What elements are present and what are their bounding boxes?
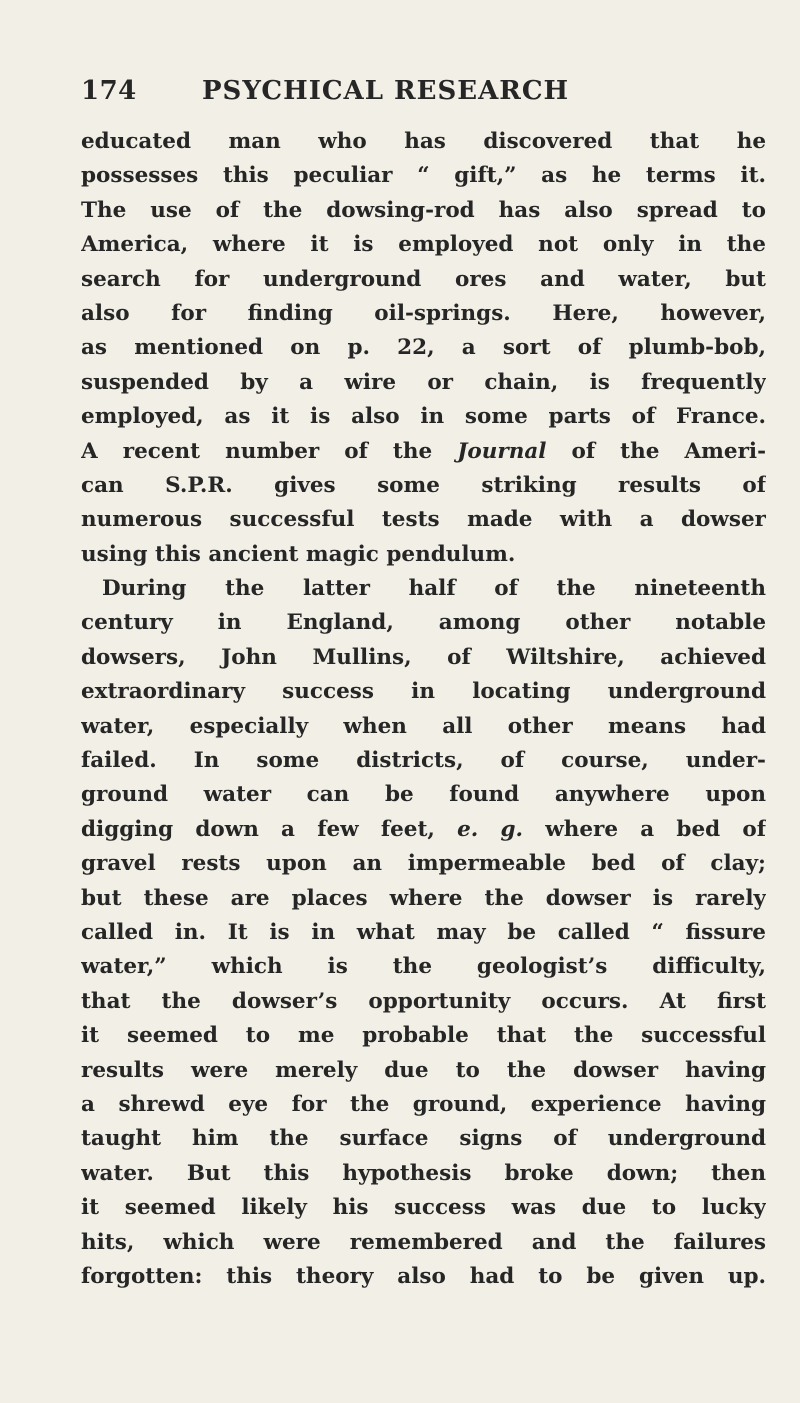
text-line: it seemed to me probable that the successful bbox=[81, 1023, 766, 1049]
text-line: can S.P.R. gives some striking results of bbox=[81, 472, 766, 498]
text-line: possesses this peculiar “ gift,” as he terms it. bbox=[81, 163, 766, 189]
italic-abbreviation: e. g. bbox=[457, 816, 524, 842]
text-line bbox=[81, 435, 766, 469]
text-line: also for finding oil-springs. Here, however, bbox=[81, 300, 766, 326]
text-line: search for underground ores and water, but bbox=[81, 266, 766, 292]
text-line: numerous successful tests made with a dowser bbox=[81, 507, 766, 533]
text-line: century in England, among other notable bbox=[81, 610, 766, 636]
text-line: results were merely due to the dowser having bbox=[81, 1057, 766, 1083]
text-line: as mentioned on p. 22, a sort of plumb-bob, bbox=[81, 335, 766, 361]
text-line: water. But this hypothesis broke down; then bbox=[81, 1160, 766, 1186]
text-line: but these are places where the dowser is rarely bbox=[81, 885, 766, 911]
text-line: failed. In some districts, of course, under- bbox=[81, 748, 766, 774]
text-line: water,” which is the geologist’s difficulty, bbox=[81, 954, 766, 980]
running-head bbox=[81, 76, 681, 116]
text-line: that the dowser’s opportunity occurs. At first bbox=[81, 988, 766, 1014]
text-line: ground water can be found anywhere upon bbox=[81, 782, 766, 808]
text-line: educated man who has discovered that he bbox=[81, 129, 766, 154]
text-line: America, where it is employed not only in the bbox=[81, 232, 766, 258]
text-line bbox=[81, 813, 766, 847]
text-line: using this ancient magic pendulum. bbox=[81, 541, 516, 567]
paragraph-start-line: During the latter half of the nineteenth bbox=[102, 576, 766, 602]
page-number: 174 bbox=[81, 76, 137, 106]
running-title: PSYCHICAL RESEARCH bbox=[202, 76, 570, 106]
text-segment: A recent number of the bbox=[81, 438, 458, 464]
text-line: called in. It is in what may be called “ fissure bbox=[81, 919, 766, 945]
text-segment: digging down a few feet, bbox=[81, 816, 458, 842]
body-text bbox=[81, 125, 766, 1294]
italic-title: Journal bbox=[457, 438, 547, 464]
text-line: it seemed likely his success was due to lucky bbox=[81, 1195, 766, 1221]
text-line: a shrewd eye for the ground, experience having bbox=[81, 1091, 766, 1117]
text-line: suspended by a wire or chain, is frequently bbox=[81, 369, 766, 395]
text-line: water, especially when all other means had bbox=[81, 713, 766, 739]
text-line: extraordinary success in locating underground bbox=[81, 679, 766, 705]
text-segment: of the Ameri- bbox=[546, 438, 766, 464]
text-line: taught him the surface signs of underground bbox=[81, 1126, 766, 1152]
text-line: employed, as it is also in some parts of France. bbox=[81, 404, 766, 430]
text-line: The use of the dowsing-rod has also spread to bbox=[81, 197, 766, 223]
text-line: hits, which were remembered and the failures bbox=[81, 1229, 766, 1255]
text-segment: where a bed of bbox=[523, 816, 766, 842]
text-line: dowsers, John Mullins, of Wiltshire, achieved bbox=[81, 644, 766, 670]
text-line: gravel rests upon an impermeable bed of clay; bbox=[81, 851, 766, 877]
text-line: forgotten: this theory also had to be given up. bbox=[81, 1263, 766, 1289]
